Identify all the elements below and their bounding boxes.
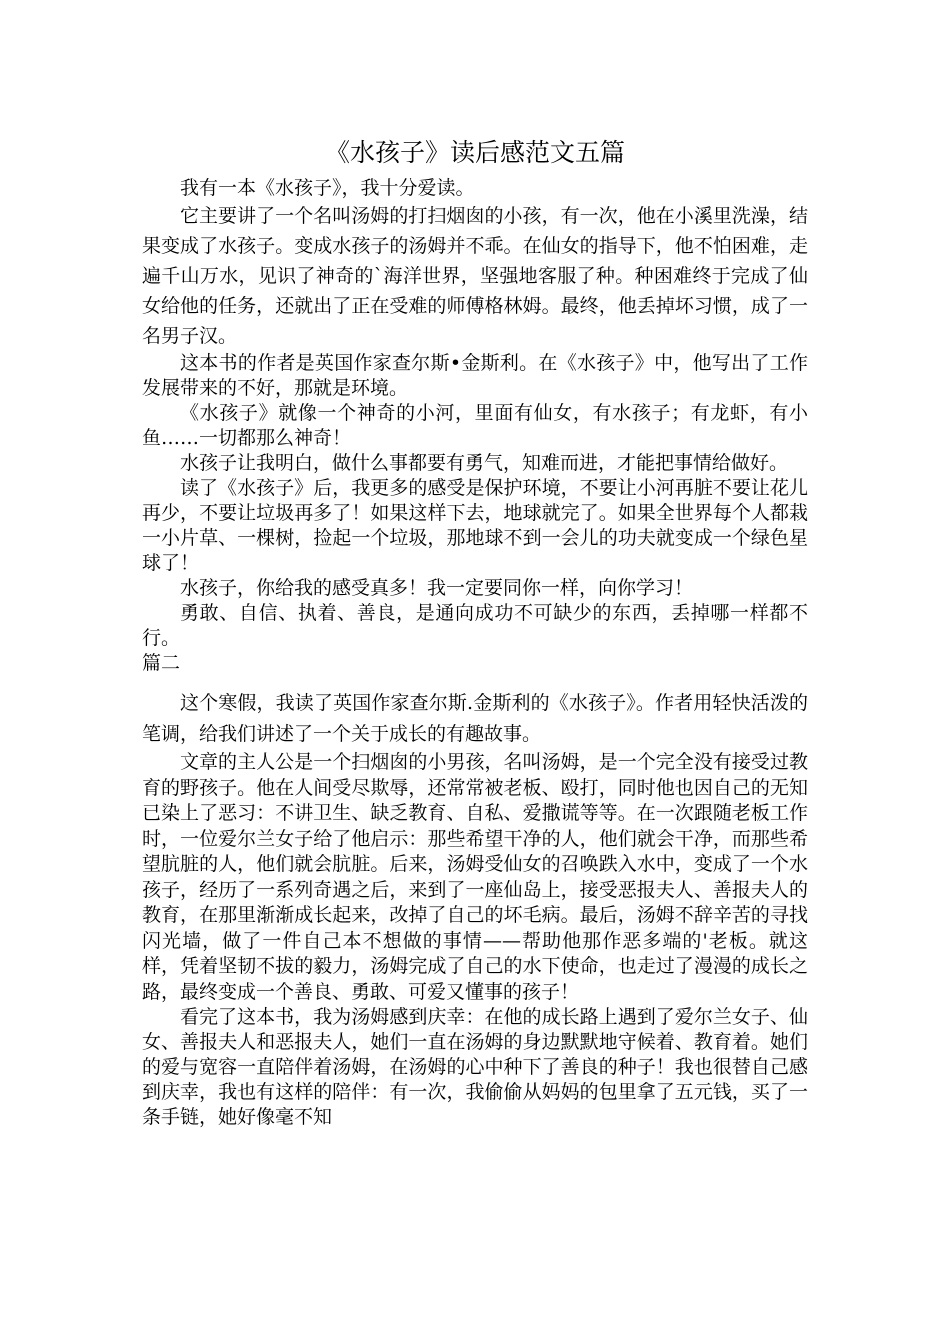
paragraph: 读了《水孩子》后，我更多的感受是保护环境，不要让小河再脏不要让花儿再少，不要让垃圾再多了！如果这样下去，地球就完了。如果全世界每个人都栽一小片草、一棵树，捡起一个垃圾，那地球不到一会儿的功夫就变成一个绿色星球了！	[142, 477, 808, 574]
document-title: 《水孩子》读后感范文五篇	[324, 138, 625, 167]
section-one	[142, 176, 808, 651]
paragraph: 水孩子让我明白，做什么事都要有勇气，知难而进，才能把事情给做好。	[180, 452, 789, 474]
paragraph: 这个寒假，我读了英国作家查尔斯.金斯利的《水孩子》。作者用轻快活泼的笔调，给我们讲述了一个关于成长的有趣故事。	[142, 692, 808, 745]
paragraph: 看完了这本书，我为汤姆感到庆幸：在他的成长路上遇到了爱尔兰女子、仙女、善报夫人和恶报夫人，她们一直在汤姆的身边默默地守候着、教育着。她们的爱与宽容一直陪伴着汤姆，在汤姆的心中种下了善良的种子！我也很替自己感到庆幸，我也有这样的陪伴：有一次，我偷偷从妈妈的包里拿了五元钱，买了一条手链，她好像毫不知	[142, 1006, 808, 1128]
paragraph: 勇敢、自信、执着、善良，是通向成功不可缺少的东西，丢掉哪一样都不行。	[142, 602, 808, 649]
document-page	[142, 136, 808, 1130]
section-two	[142, 651, 808, 1130]
paragraph: 这本书的作者是英国作家查尔斯•金斯利。在《水孩子》中，他写出了工作发展带来的不好，那就是环境。	[142, 352, 808, 399]
paragraph: 文章的主人公是一个扫烟囱的小男孩，名叫汤姆，是一个完全没有接受过教育的野孩子。他在人间受尽欺辱，还常常被老板、殴打，同时他也因自己的无知已染上了恶习：不讲卫生、缺乏教育、自私、爱撒谎等等。在一次跟随老板工作时，一位爱尔兰女子给了他启示：那些希望干净的人，他们就会干净，而那些希望肮脏的人，他们就会肮脏。后来，汤姆受仙女的召唤跌入水中，变成了一个水孩子，经历了一系列奇遇之后，来到了一座仙岛上，接受恶报夫人、善报夫人的教育，在那里渐渐成长起来，改掉了自己的坏毛病。最后，汤姆不辞辛苦的寻找闪光墙，做了一件自己本不想做的事情——帮助他那作恶多端的'老板。就这样，凭着坚韧不拔的毅力，汤姆完成了自己的水下使命，也走过了漫漫的成长之路，最终变成一个善良、勇敢、可爱又懂事的孩子！	[142, 751, 808, 1003]
paragraph: 我有一本《水孩子》，我十分爱读。	[180, 177, 475, 199]
paragraph: 它主要讲了一个名叫汤姆的打扫烟囱的小孩，有一次，他在小溪里洗澡，结果变成了水孩子。变成水孩子的汤姆并不乖。在仙女的指导下，他不怕困难，走遍千山万水，见识了神奇的`海洋世界，坚强地客服了种。种困难终于完成了仙女给他的任务，还就出了正在受难的师傅格林姆。最终，他丢掉坏习惯，成了一名男子汉。	[142, 205, 808, 347]
paragraph: 水孩子，你给我的感受真多！我一定要同你一样，向你学习！	[180, 577, 694, 599]
section-heading: 篇二	[142, 652, 181, 674]
paragraph: 《水孩子》就像一个神奇的小河，里面有仙女，有水孩子；有龙虾，有小鱼……一切都那么神奇！	[142, 402, 808, 449]
